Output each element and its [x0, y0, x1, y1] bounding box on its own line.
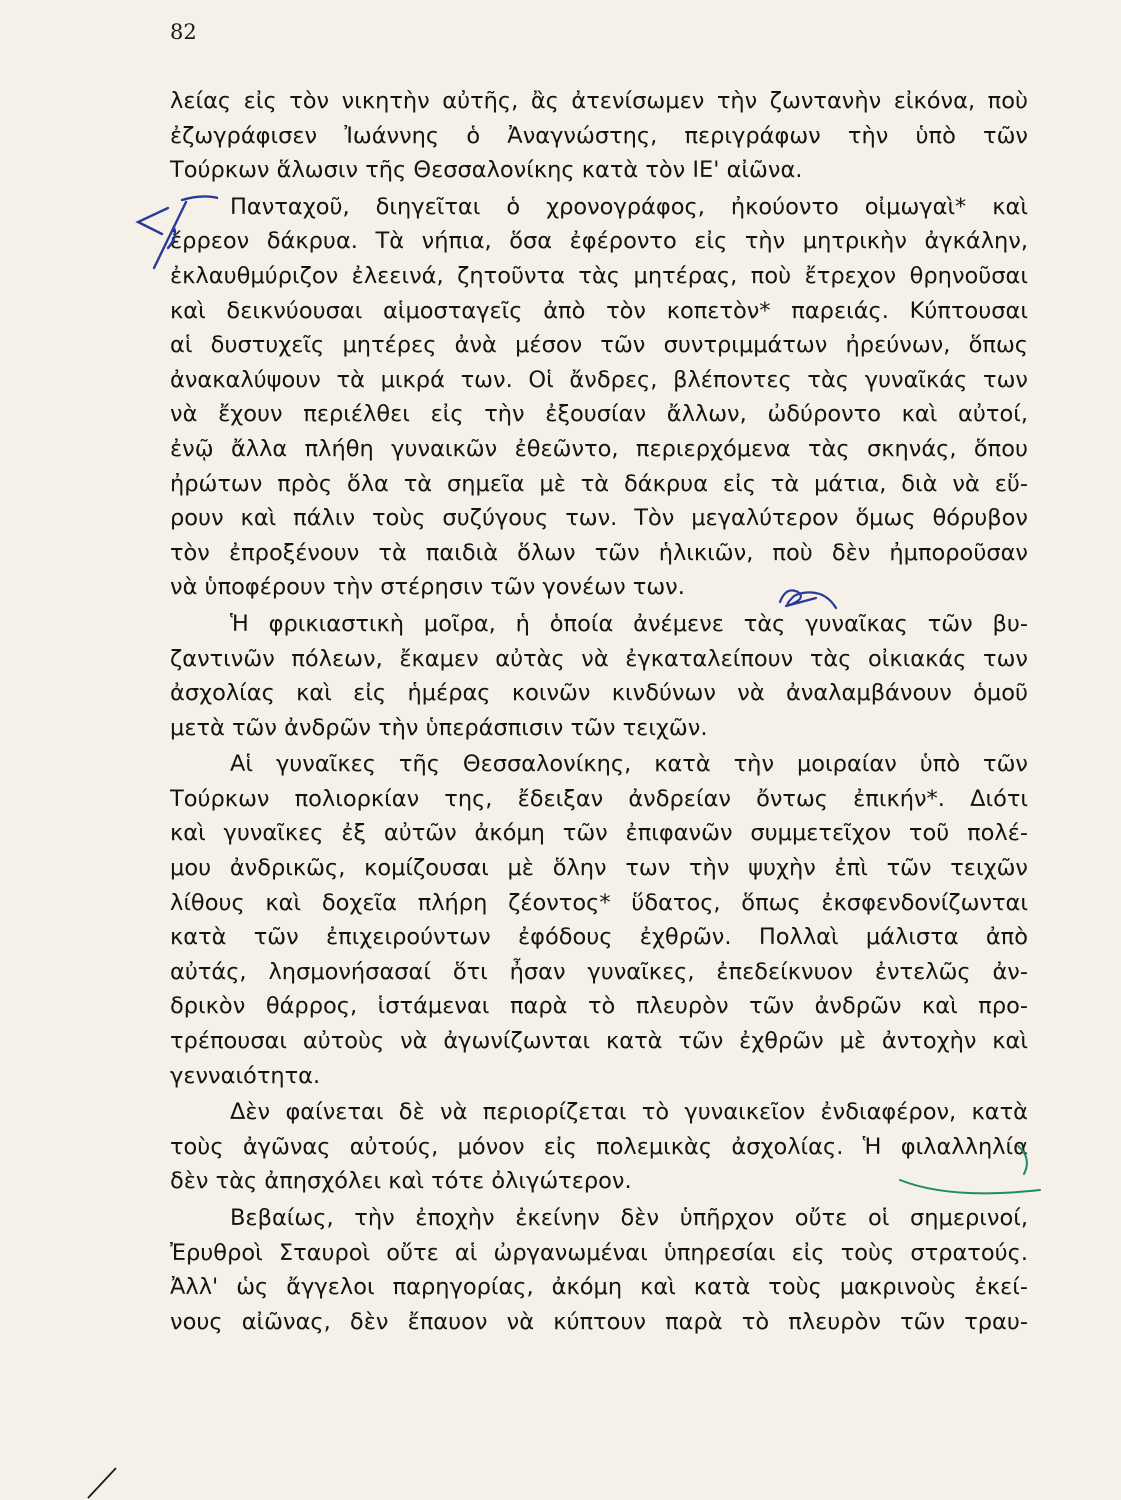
text-line: τὸν ἐπροξένουν τὰ παιδιὰ ὅλων τῶν ἡλικιῶν, ποὺ δὲν ἠμποροῦσαν [170, 539, 1028, 566]
text-line: ἠρώτων πρὸς ὅλα τὰ σημεῖα μὲ τὰ δάκρυα εἰς τὰ μάτια, διὰ νὰ εὕ- [170, 470, 1028, 497]
text-line: δὲν τὰς ἀπησχόλει καὶ τότε ὀλιγώτερον. [170, 1168, 632, 1195]
text-line: Ἡ φρικιαστικὴ μοῖρα, ἡ ὁποία ἀνέμενε τὰς γυναῖκας τῶν βυ- [230, 610, 1028, 637]
text-line: ζαντινῶν πόλεων, ἔκαμεν αὐτὰς νὰ ἐγκαταλείπουν τὰς οἰκιακάς των [170, 645, 1028, 672]
text-line: ἐζωγράφισεν Ἰωάννης ὁ Ἀναγνώστης, περιγράφων τὴν ὑπὸ τῶν [170, 122, 1028, 149]
page-number: 82 [170, 20, 197, 44]
text-line: μου ἀνδρικῶς, κομίζουσαι μὲ ὅλην των τὴν ψυχὴν ἐπὶ τῶν τειχῶν [170, 855, 1028, 882]
text-line: Ἀλλ' ὡς ἄγγελοι παρηγορίας, ἀκόμη καὶ κατὰ τοὺς μακρινοὺς ἐκεί- [170, 1274, 1028, 1301]
text-line: καὶ γυναῖκες ἐξ αὐτῶν ἀκόμη τῶν ἐπιφανῶν συμμετεῖχον τοῦ πολέ- [170, 820, 1028, 847]
text-line: νὰ ὑποφέρουν τὴν στέρησιν τῶν γονέων των. [170, 574, 685, 601]
text-line: νους αἰῶνας, δὲν ἔπαυον νὰ κύπτουν παρὰ τὸ πλευρὸν τῶν τραυ- [170, 1308, 1028, 1335]
text-line: λείας εἰς τὸν νικητὴν αὐτῆς, ἂς ἀτενίσωμεν τὴν ζωντανὴν εἰκόνα, ποὺ [170, 88, 1028, 114]
text-line: Αἱ γυναῖκες τῆς Θεσσαλονίκης, κατὰ τὴν μοιραίαν ὑπὸ τῶν [230, 751, 1028, 778]
text-line: γενναιότητα. [170, 1062, 321, 1089]
text-line: ρουν καὶ πάλιν τοὺς συζύγους των. Τὸν μεγαλύτερον ὅμως θόρυβον [170, 505, 1028, 532]
text-line: ἐκλαυθμύριζον ἐλεεινά, ζητοῦντα τὰς μητέρας, ποὺ ἔτρεχον θρηνοῦσαι [170, 262, 1028, 289]
text-line: ἀνακαλύψουν τὰ μικρά των. Οἱ ἄνδρες, βλέποντες τὰς γυναῖκάς των [170, 366, 1028, 393]
text-line: αὐτάς, λησμονήσασαί ὅτι ἦσαν γυναῖκες, ἐπεδείκνυον ἐντελῶς ἀν- [170, 958, 1028, 985]
body-text [170, 84, 1028, 1339]
pen-stroke-bottom-left [84, 1462, 124, 1500]
text-line: Ἐρυθροὶ Σταυροὶ οὔτε αἱ ὠργανωμέναι ὑπηρεσίαι εἰς τοὺς στρατούς. [170, 1239, 1028, 1266]
text-line: Τούρκων πολιορκίαν της, ἔδειξαν ἀνδρείαν ὄντως ἐπικήν*. Διότι [170, 785, 1028, 812]
text-line: λίθους καὶ δοχεῖα πλήρη ζέοντος* ὕδατος, ὅπως ἐκσφενδονίζωνται [170, 889, 1028, 916]
text-line: μετὰ τῶν ἀνδρῶν τὴν ὑπεράσπισιν τῶν τειχῶν. [170, 714, 708, 741]
text-line: Δὲν φαίνεται δὲ νὰ περιορίζεται τὸ γυναικεῖον ἐνδιαφέρον, κατὰ [230, 1099, 1028, 1126]
text-line: ἀσχολίας καὶ εἰς ἡμέρας κοινῶν κινδύνων νὰ ἀναλαμβάνουν ὁμοῦ [170, 680, 1028, 707]
text-line: τρέπουσαι αὐτοὺς νὰ ἀγωνίζωνται κατὰ τῶν ἐχθρῶν μὲ ἀντοχὴν καὶ [170, 1028, 1028, 1055]
text-line: δρικὸν θάρρος, ἱστάμεναι παρὰ τὸ πλευρὸν τῶν ἀνδρῶν καὶ προ- [170, 993, 1028, 1020]
text-line: κατὰ τῶν ἐπιχειρούντων ἐφόδους ἐχθρῶν. Πολλαὶ μάλιστα ἀπὸ [170, 924, 1028, 951]
text-line: τοὺς ἀγῶνας αὐτούς, μόνον εἰς πολεμικὰς ἀσχολίας. Ἡ φιλαλληλία [170, 1133, 1028, 1160]
text-line: Τούρκων ἅλωσιν τῆς Θεσσαλονίκης κατὰ τὸν ΙΕ' αἰῶνα. [170, 157, 803, 184]
text-line: καὶ δεικνύουσαι αἱμοσταγεῖς ἀπὸ τὸν κοπετὸν* παρειάς. Κύπτουσαι [170, 297, 1028, 324]
text-line: αἱ δυστυχεῖς μητέρες ἀνὰ μέσον τῶν συντριμμάτων ἠρεύνων, ὅπως [170, 332, 1028, 359]
text-line: Βεβαίως, τὴν ἐποχὴν ἐκείνην δὲν ὑπῆρχον οὔτε οἱ σημερινοί, [230, 1205, 1028, 1231]
text-line: ἔρρεον δάκρυα. Τὰ νήπια, ὅσα ἐφέροντο εἰς τὴν μητρικὴν ἀγκάλην, [170, 228, 1028, 255]
text-line: Πανταχοῦ, διηγεῖται ὁ χρονογράφος, ἠκούοντο οἰμωγαὶ* καὶ [230, 193, 1028, 220]
text-line: νὰ ἔχουν περιέλθει εἰς τὴν ἐξουσίαν ἄλλων, ὠδύροντο καὶ αὐτοί, [170, 401, 1028, 428]
text-line: ἐνῷ ἄλλα πλήθη γυναικῶν ἐθεῶντο, περιερχόμενα τὰς σκηνάς, ὅπου [170, 435, 1028, 462]
